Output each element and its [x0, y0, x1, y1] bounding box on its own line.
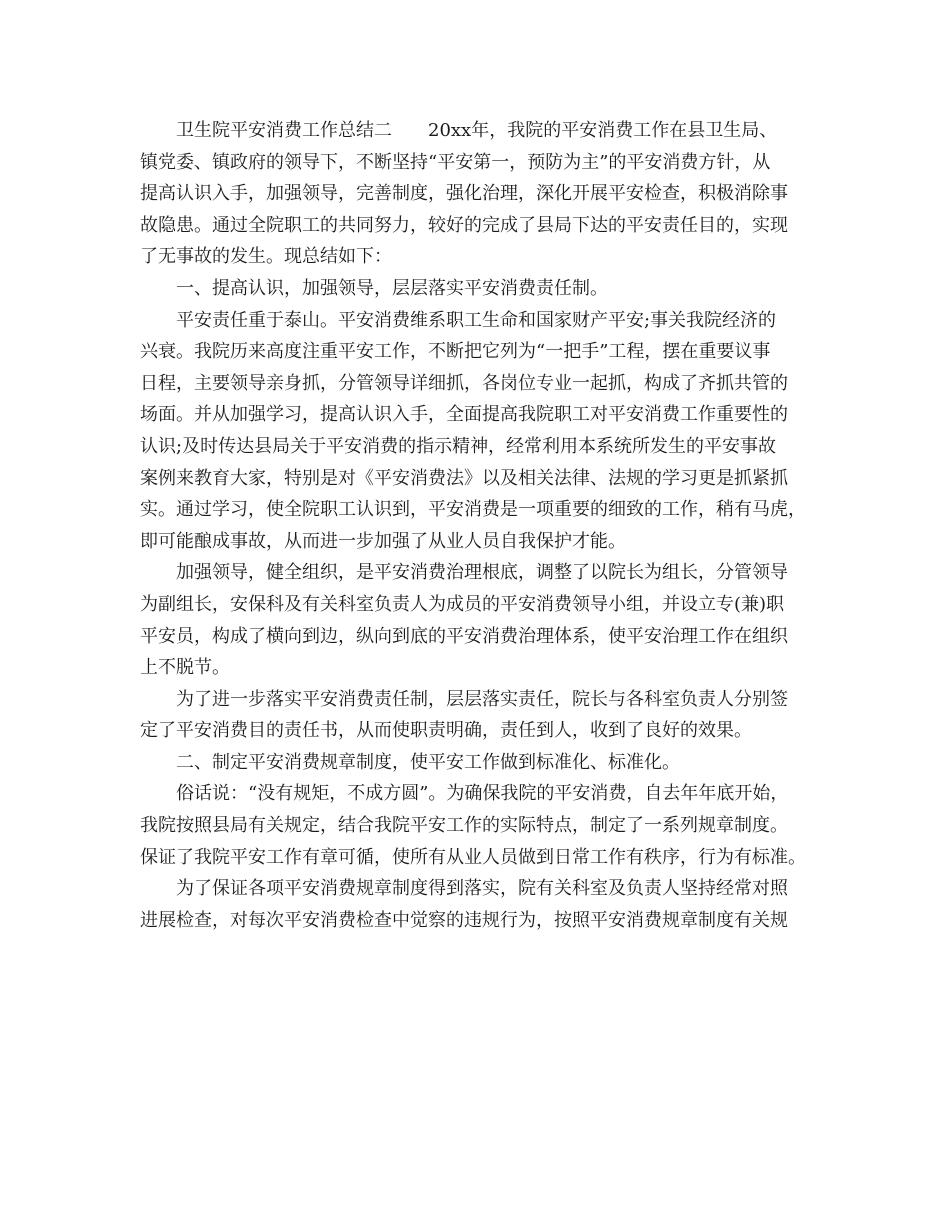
text-line: 认识;及时传达县局关于平安消费的指示精神，经常利用本系统所发生的平安事故: [140, 435, 777, 457]
text-line: 平安责任重于泰山。平安消费维系职工生命和国家财产平安;事关我院经济的: [176, 309, 777, 331]
text-line: 为了进一步落实平安消费责任制，层层落实责任，院长与各科室负责人分别签: [176, 688, 788, 710]
text-line: 故隐患。通过全院职工的共同努力，较好的完成了县局下达的平安责任目的，实现: [140, 214, 788, 236]
text-line: 提高认识入手，加强领导，完善制度，强化治理，深化开展平安检查，积极消除事: [140, 183, 788, 205]
section-heading: 二、制定平安消费规章制度，使平安工作做到标准化、标准化。: [176, 751, 680, 773]
text-line: 加强领导，健全组织，是平安消费治理根底，调整了以院长为组长，分管领导: [176, 562, 788, 584]
text-line: 案例来教育大家，特别是对《平安消费法》以及相关法律、法规的学习更是抓紧抓: [140, 467, 788, 489]
text-line: 俗话说：“没有规矩，不成方圆”。为确保我院的平安消费，自去年年底开始，: [176, 783, 789, 805]
text-line: 了无事故的发生。现总结如下：: [140, 246, 392, 268]
text-line: 平安员，构成了横向到边，纵向到底的平安消费治理体系，使平安治理工作在组织: [140, 625, 788, 647]
text-line: 兴衰。我院历来高度注重平安工作，不断把它列为“一把手”工程，摆在重要议事: [140, 341, 771, 363]
text-line: 保证了我院平安工作有章可循，使所有从业人员做到日常工作有秩序，行为有标准。: [140, 846, 806, 868]
text-line: 为了保证各项平安消费规章制度得到落实，院有关科室及负责人坚持经常对照: [176, 878, 788, 900]
text-line: 为副组长，安保科及有关科室负责人为成员的平安消费领导小组，并设立专(兼)职: [140, 593, 785, 615]
text-line: 上不脱节。: [140, 657, 230, 679]
section-heading: 一、提高认识，加强领导，层层落实平安消费责任制。: [176, 277, 608, 299]
text-line: 进展检查，对每次平安消费检查中觉察的违规行为，按照平安消费规章制度有关规: [140, 909, 788, 931]
document-body: [140, 115, 830, 936]
text-line: 我院按照县局有关规定，结合我院平安工作的实际特点，制定了一系列规章制度。: [140, 815, 788, 837]
text-line: 日程，主要领导亲身抓，分管领导详细抓，各岗位专业一起抓，构成了齐抓共管的: [140, 372, 788, 394]
text-line: 卫生院平安消费工作总结二 20xx年，我院的平安消费工作在县卫生局、: [176, 120, 778, 141]
text-line: 镇党委、镇政府的领导下，不断坚持“平安第一，预防为主”的平安消费方针，从: [140, 151, 771, 173]
text-line: 即可能酿成事故，从而进一步加强了从业人员自我保护才能。: [140, 530, 626, 552]
text-line: 场面。并从加强学习，提高认识入手，全面提高我院职工对平安消费工作重要性的: [140, 404, 788, 426]
text-line: 实。通过学习，使全院职工认识到，平安消费是一项重要的细致的工作，稍有马虎，: [140, 499, 806, 521]
text-line: 定了平安消费目的责任书，从而使职责明确，责任到人，收到了良好的效果。: [140, 720, 752, 742]
